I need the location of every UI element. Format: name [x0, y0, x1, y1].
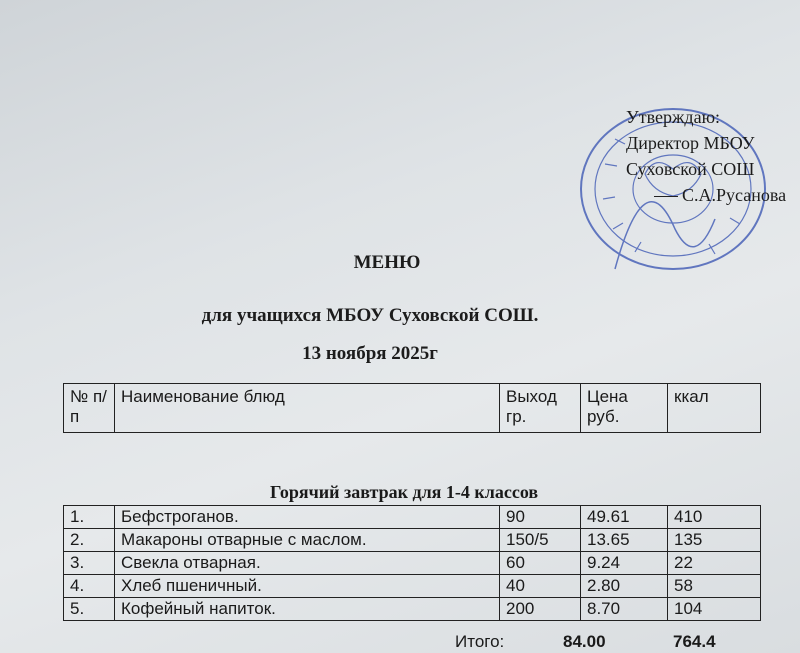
cell-name: Макароны отварные с маслом. — [115, 529, 500, 552]
menu-date: 13 ноября 2025г — [302, 343, 438, 364]
cell-kcal: 410 — [668, 506, 761, 529]
table-row — [64, 529, 761, 552]
cell-num: 1. — [64, 506, 115, 529]
approval-signature: С.А.Русанова — [626, 182, 786, 208]
header-price: Цена руб. — [581, 384, 668, 433]
page-subtitle: для учащихся МБОУ Суховской СОШ. — [201, 305, 539, 326]
cell-name: Кофейный напиток. — [115, 598, 500, 621]
cell-price: 2.80 — [581, 575, 668, 598]
table-row — [64, 506, 761, 529]
total-kcal: 764.4 — [673, 632, 716, 651]
cell-kcal: 104 — [668, 598, 761, 621]
approval-position: Директор МБОУ — [626, 133, 755, 153]
cell-price: 49.61 — [581, 506, 668, 529]
cell-num: 4. — [64, 575, 115, 598]
table-row — [64, 575, 761, 598]
cell-name: Хлеб пшеничный. — [115, 575, 500, 598]
total-row — [455, 632, 716, 652]
cell-price: 13.65 — [581, 529, 668, 552]
cell-name: Свекла отварная. — [115, 552, 500, 575]
cell-yield: 90 — [500, 506, 581, 529]
cell-num: 2. — [64, 529, 115, 552]
section-title: Горячий завтрак для 1-4 классов — [270, 482, 539, 502]
cell-kcal: 135 — [668, 529, 761, 552]
approval-block — [626, 104, 786, 208]
cell-yield: 150/5 — [500, 529, 581, 552]
header-yield: Выход гр. — [500, 384, 581, 433]
cell-yield: 200 — [500, 598, 581, 621]
cell-name: Бефстроганов. — [115, 506, 500, 529]
table-row — [64, 598, 761, 621]
total-sum: 84.00 — [563, 632, 606, 651]
cell-num: 5. — [64, 598, 115, 621]
cell-price: 8.70 — [581, 598, 668, 621]
cell-yield: 60 — [500, 552, 581, 575]
cell-yield: 40 — [500, 575, 581, 598]
menu-table — [63, 505, 761, 621]
cell-num: 3. — [64, 552, 115, 575]
header-name: Наименование блюд — [115, 384, 500, 433]
approval-line: Утверждаю: — [626, 107, 721, 127]
cell-price: 9.24 — [581, 552, 668, 575]
header-num: № п/п — [64, 384, 115, 433]
menu-header-table — [63, 383, 761, 433]
approval-school: Суховской СОШ — [626, 159, 755, 179]
page-title: МЕНЮ — [353, 252, 421, 273]
header-kcal: ккал — [668, 384, 761, 433]
total-label: Итого: — [455, 632, 505, 651]
table-row — [64, 552, 761, 575]
table-header-row — [64, 384, 761, 433]
cell-kcal: 22 — [668, 552, 761, 575]
cell-kcal: 58 — [668, 575, 761, 598]
